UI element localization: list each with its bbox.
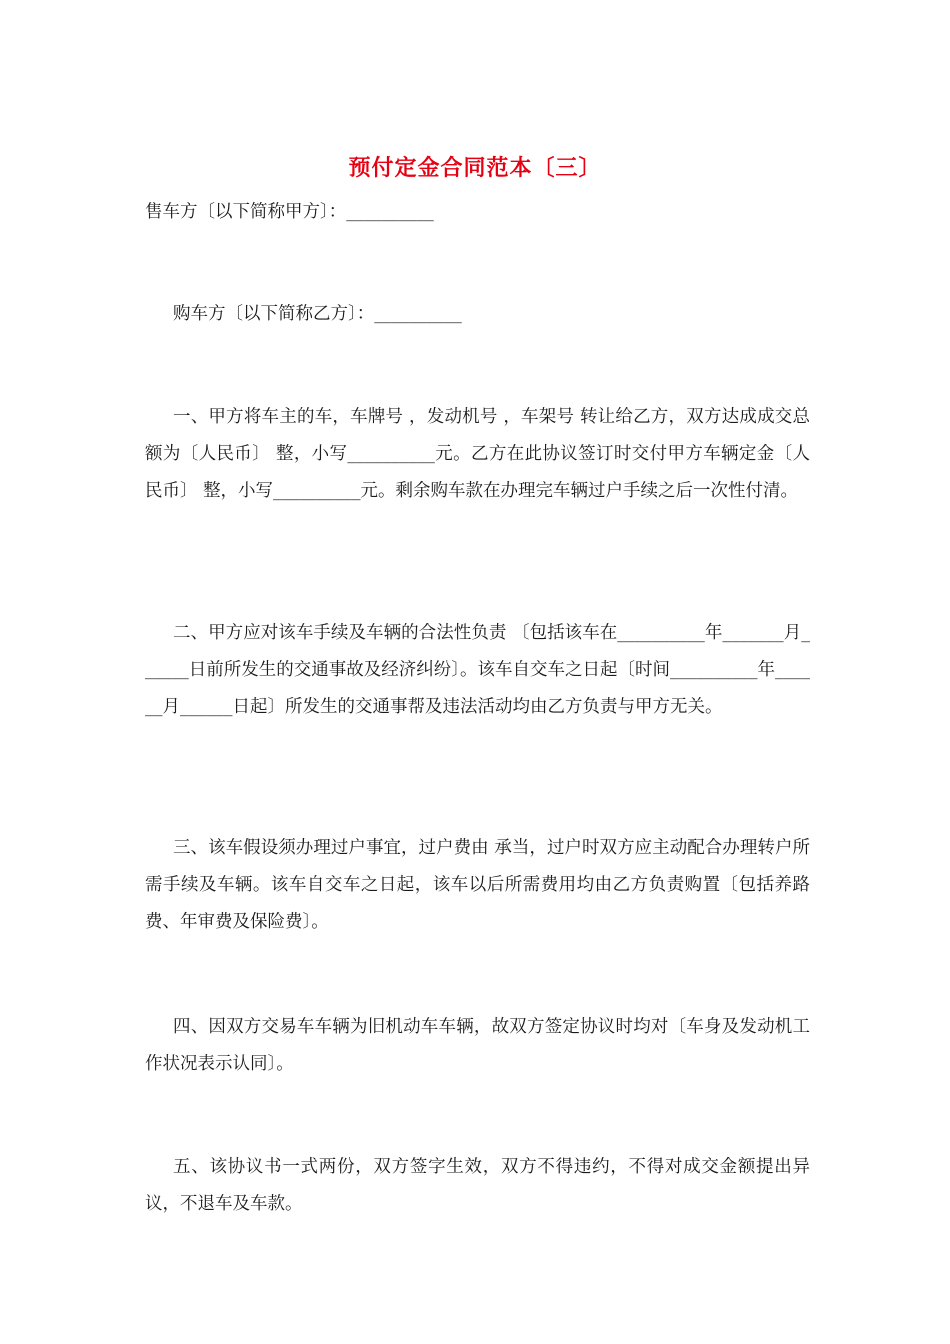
document-title: 预付定金合同范本〔三〕	[348, 155, 602, 181]
clause-3: 三、该车假设须办理过户事宜，过户费由 承当，过户时双方应主动配合办理转户所需手续及车辆。该车自交车之日起，该车以后所需费用均由乙方负责购置〔包括养路费、年审费及保险费〕。	[145, 838, 810, 932]
seller-line: 售车方〔以下简称甲方〕：__________	[145, 202, 434, 222]
buyer-line: 购车方〔以下简称乙方〕：__________	[173, 304, 462, 324]
clause-5: 五、该协议书一式两份，双方签字生效，双方不得违约，不得对成交金额提出异议，不退车及车款。	[145, 1157, 810, 1214]
clause-2: 二、甲方应对该车手续及车辆的合法性负责 〔包括该车在__________年_______月______日前所发生的交通事故及经济纠纷〕。该车自交车之日起〔时间__________年______月______日起〕所发生的交通事帮及违法活动均由乙方负责与甲方无关。	[145, 623, 810, 717]
clause-1: 一、甲方将车主的车，车牌号 ，发动机号 ，车架号 转让给乙方，双方达成成交总额为〔人民币〕 整，小写__________元。乙方在此协议签订时交付甲方车辆定金〔人民币〕 整，小写__________元。剩余购车款在办理完车辆过户手续之后一次性付清。	[145, 407, 810, 501]
clause-4: 四、因双方交易车车辆为旧机动车车辆，故双方签定协议时均对〔车身及发动机工作状况表示认同〕。	[145, 1017, 810, 1074]
